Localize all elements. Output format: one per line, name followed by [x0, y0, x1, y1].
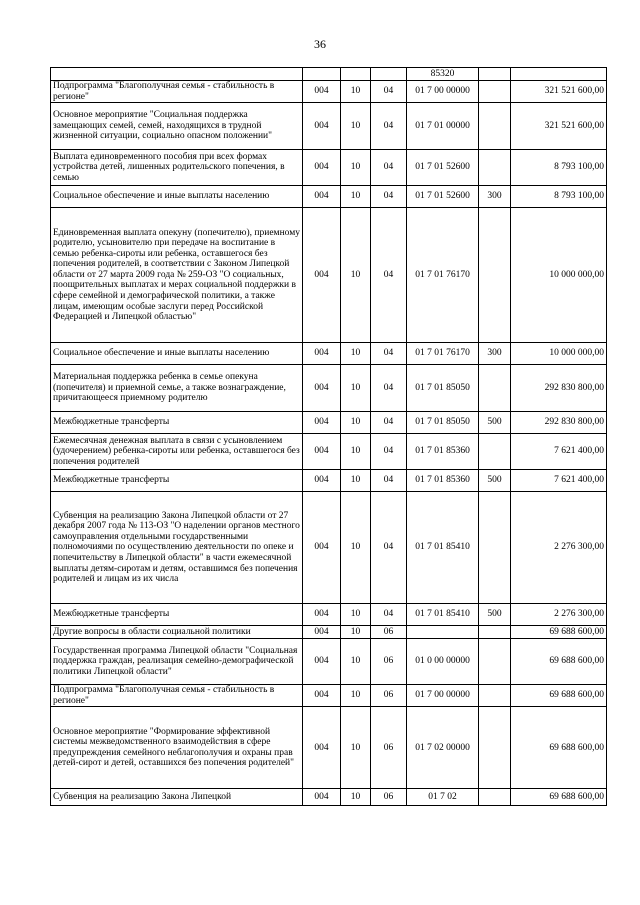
- cell-expense-type: [479, 81, 511, 103]
- cell-section: 10: [341, 150, 371, 186]
- cell-subsection: 04: [371, 150, 407, 186]
- cell-expense-type: 500: [479, 412, 511, 434]
- cell-name: Единовременная выплата опекуну (попечителю), приемному родителю, усыновителю при передаче на воспитание в семью ребенка-сироты или ребенка, оставшегося без попечения родителей, в соответствии с Законом Липецкой области от 27 марта 2009 года № 259-ОЗ "О социальных, поощрительных выплатах и мерах социальной поддержки в сфере семейной и демографической политики, а также лицам, имеющим особые заслуги перед Российской Федерацией и Липецкой областью": [51, 208, 303, 343]
- cell-target-article: [407, 626, 479, 639]
- cell-code: 004: [303, 412, 341, 434]
- cell-expense-type: [479, 68, 511, 81]
- cell-name: Подпрограмма "Благополучная семья - стабильность в регионе": [51, 81, 303, 103]
- cell-code: 004: [303, 365, 341, 412]
- cell-expense-type: [479, 434, 511, 470]
- cell-expense-type: [479, 365, 511, 412]
- cell-section: 10: [341, 103, 371, 150]
- cell-subsection: 04: [371, 434, 407, 470]
- cell-target-article: 01 7 01 52600: [407, 186, 479, 208]
- table-row: [51, 343, 607, 365]
- cell-subsection: [371, 68, 407, 81]
- table-row: [51, 365, 607, 412]
- cell-target-article: 01 7 01 85410: [407, 604, 479, 626]
- cell-amount: 292 830 800,00: [511, 412, 607, 434]
- cell-code: 004: [303, 434, 341, 470]
- cell-target-article: 01 7 00 00000: [407, 81, 479, 103]
- cell-subsection: 04: [371, 343, 407, 365]
- cell-code: 004: [303, 492, 341, 604]
- cell-target-article: 01 7 01 85360: [407, 434, 479, 470]
- cell-expense-type: [479, 707, 511, 789]
- cell-expense-type: 300: [479, 186, 511, 208]
- cell-amount: 2 276 300,00: [511, 492, 607, 604]
- cell-name: Межбюджетные трансферты: [51, 412, 303, 434]
- cell-amount: 69 688 600,00: [511, 789, 607, 806]
- cell-target-article: 01 7 01 76170: [407, 208, 479, 343]
- cell-section: 10: [341, 626, 371, 639]
- cell-name: Основное мероприятие "Формирование эффективной системы межведомственного взаимодействия в сфере предупреждения семейного неблагополучия и охраны прав детей-сирот и детей, оставшихся без попечения родителей": [51, 707, 303, 789]
- cell-code: 004: [303, 639, 341, 685]
- cell-code: 004: [303, 208, 341, 343]
- cell-target-article: 01 7 01 85360: [407, 470, 479, 492]
- table-row: [51, 412, 607, 434]
- table-row: [51, 626, 607, 639]
- table-row: [51, 604, 607, 626]
- cell-name: Материальная поддержка ребенка в семье опекуна (попечителя) и приемной семье, а также вознаграждение, причитающееся приемному родителю: [51, 365, 303, 412]
- cell-target-article: 01 7 01 85410: [407, 492, 479, 604]
- cell-subsection: 04: [371, 365, 407, 412]
- cell-code: 004: [303, 626, 341, 639]
- cell-section: 10: [341, 412, 371, 434]
- cell-code: 004: [303, 789, 341, 806]
- cell-expense-type: [479, 492, 511, 604]
- cell-amount: 69 688 600,00: [511, 639, 607, 685]
- table-row: [51, 707, 607, 789]
- table-row: [51, 639, 607, 685]
- cell-name: [51, 68, 303, 81]
- budget-table: [50, 67, 607, 806]
- cell-target-article: 01 7 01 00000: [407, 103, 479, 150]
- cell-amount: 321 521 600,00: [511, 103, 607, 150]
- cell-name: Ежемесячная денежная выплата в связи с усыновлением (удочерением) ребенка-сироты или ребенка, оставшегося без попечения родителей: [51, 434, 303, 470]
- cell-target-article: 01 7 02 00000: [407, 707, 479, 789]
- cell-subsection: 06: [371, 789, 407, 806]
- cell-code: 004: [303, 685, 341, 707]
- cell-amount: 2 276 300,00: [511, 604, 607, 626]
- cell-section: 10: [341, 365, 371, 412]
- cell-expense-type: [479, 208, 511, 343]
- cell-section: 10: [341, 434, 371, 470]
- cell-amount: 69 688 600,00: [511, 626, 607, 639]
- cell-target-article: 01 0 00 00000: [407, 639, 479, 685]
- cell-subsection: 04: [371, 186, 407, 208]
- cell-section: 10: [341, 604, 371, 626]
- cell-target-article: 01 7 01 85050: [407, 365, 479, 412]
- cell-expense-type: 300: [479, 343, 511, 365]
- table-row: [51, 685, 607, 707]
- cell-subsection: 04: [371, 103, 407, 150]
- cell-section: 10: [341, 343, 371, 365]
- cell-subsection: 04: [371, 412, 407, 434]
- cell-name: Субвенция на реализацию Закона Липецкой области от 27 декабря 2007 года № 113-ОЗ "О наделении органов местного самоуправления отдельными государственными полномочиями по осуществлению деятельности по опеке и попечительству в Липецкой области" в части ежемесячной выплаты детям-сиротам и детям, оставшимся без попечения родителей и лицам из их числа: [51, 492, 303, 604]
- table-row: [51, 103, 607, 150]
- cell-section: 10: [341, 81, 371, 103]
- cell-code: 004: [303, 604, 341, 626]
- cell-name: Другие вопросы в области социальной политики: [51, 626, 303, 639]
- cell-code: 004: [303, 186, 341, 208]
- cell-target-article: 01 7 01 85050: [407, 412, 479, 434]
- cell-code: 004: [303, 343, 341, 365]
- cell-section: 10: [341, 208, 371, 343]
- cell-code: 004: [303, 150, 341, 186]
- cell-code: [303, 68, 341, 81]
- cell-section: [341, 68, 371, 81]
- cell-name: Межбюджетные трансферты: [51, 470, 303, 492]
- cell-expense-type: [479, 789, 511, 806]
- cell-subsection: 06: [371, 626, 407, 639]
- cell-subsection: 04: [371, 470, 407, 492]
- cell-amount: 10 000 000,00: [511, 208, 607, 343]
- cell-amount: 7 621 400,00: [511, 434, 607, 470]
- cell-expense-type: [479, 685, 511, 707]
- cell-target-article: 01 7 01 52600: [407, 150, 479, 186]
- cell-expense-type: [479, 150, 511, 186]
- cell-section: 10: [341, 492, 371, 604]
- cell-name: Государственная программа Липецкой области "Социальная поддержка граждан, реализация семейно-демографической политики Липецкой области": [51, 639, 303, 685]
- cell-subsection: 06: [371, 639, 407, 685]
- cell-amount: 10 000 000,00: [511, 343, 607, 365]
- cell-target-article: 01 7 01 76170: [407, 343, 479, 365]
- budget-table-body: [51, 68, 607, 806]
- cell-name: Социальное обеспечение и иные выплаты населению: [51, 343, 303, 365]
- cell-target-article: 01 7 00 00000: [407, 685, 479, 707]
- cell-code: 004: [303, 470, 341, 492]
- cell-expense-type: 500: [479, 470, 511, 492]
- cell-section: 10: [341, 707, 371, 789]
- cell-code: 004: [303, 707, 341, 789]
- cell-name: Субвенция на реализацию Закона Липецкой: [51, 789, 303, 806]
- table-row: [51, 492, 607, 604]
- cell-name: Социальное обеспечение и иные выплаты населению: [51, 186, 303, 208]
- cell-subsection: 04: [371, 604, 407, 626]
- cell-section: 10: [341, 789, 371, 806]
- cell-target-article: 85320: [407, 68, 479, 81]
- cell-expense-type: [479, 103, 511, 150]
- table-row: [51, 68, 607, 81]
- cell-section: 10: [341, 470, 371, 492]
- cell-amount: 69 688 600,00: [511, 685, 607, 707]
- cell-amount: 8 793 100,00: [511, 150, 607, 186]
- cell-code: 004: [303, 81, 341, 103]
- cell-subsection: 06: [371, 707, 407, 789]
- cell-target-article: 01 7 02: [407, 789, 479, 806]
- table-row: [51, 186, 607, 208]
- cell-section: 10: [341, 186, 371, 208]
- cell-code: 004: [303, 103, 341, 150]
- table-row: [51, 434, 607, 470]
- cell-amount: 321 521 600,00: [511, 81, 607, 103]
- cell-subsection: 04: [371, 492, 407, 604]
- cell-amount: 69 688 600,00: [511, 707, 607, 789]
- cell-section: 10: [341, 639, 371, 685]
- cell-subsection: 06: [371, 685, 407, 707]
- cell-expense-type: [479, 626, 511, 639]
- cell-name: Межбюджетные трансферты: [51, 604, 303, 626]
- table-row: [51, 470, 607, 492]
- table-row: [51, 208, 607, 343]
- cell-amount: 8 793 100,00: [511, 186, 607, 208]
- cell-subsection: 04: [371, 81, 407, 103]
- cell-expense-type: [479, 639, 511, 685]
- cell-amount: [511, 68, 607, 81]
- cell-amount: 292 830 800,00: [511, 365, 607, 412]
- cell-section: 10: [341, 685, 371, 707]
- cell-expense-type: 500: [479, 604, 511, 626]
- table-row: [51, 81, 607, 103]
- table-row: [51, 789, 607, 806]
- cell-name: Основное мероприятие "Социальная поддержка замещающих семей, семей, находящихся в трудной жизненной ситуации, социально опасном положении": [51, 103, 303, 150]
- table-row: [51, 150, 607, 186]
- cell-subsection: 04: [371, 208, 407, 343]
- cell-amount: 7 621 400,00: [511, 470, 607, 492]
- cell-name: Подпрограмма "Благополучная семья - стабильность в регионе": [51, 685, 303, 707]
- cell-name: Выплата единовременного пособия при всех формах устройства детей, лишенных родительского попечения, в семью: [51, 150, 303, 186]
- page-number: 36: [314, 37, 326, 51]
